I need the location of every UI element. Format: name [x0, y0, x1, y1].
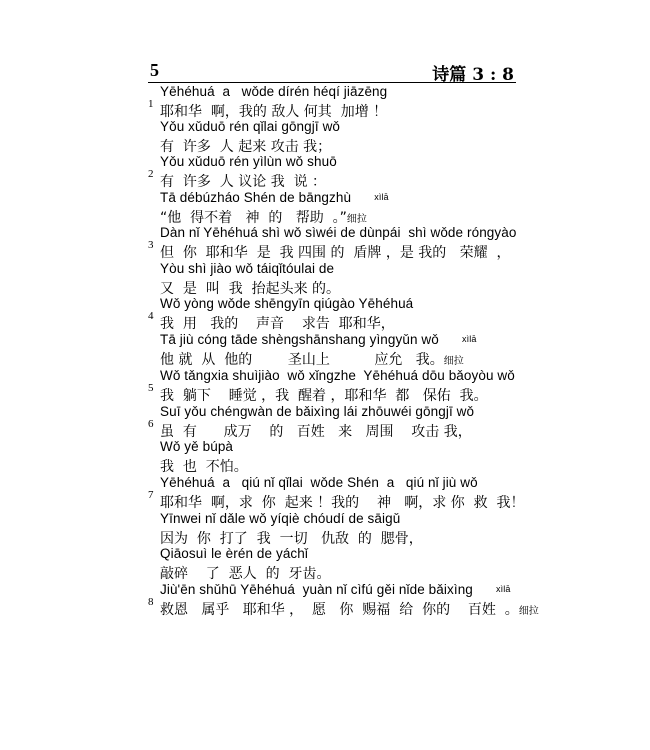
pinyin-text: Yǒu xǔduō rén qǐlai gōngjī wǒ: [160, 119, 341, 134]
hanzi-text: 敲碎 了 恶人 的 牙齿。: [160, 566, 331, 582]
pinyin-line: [160, 119, 340, 134]
hanzi-text: 耶和华 啊，求 你 起来 ！我的 神 啊，求 你 救 我！: [160, 495, 525, 511]
pinyin-text: Yīnwei nǐ dǎle wǒ yíqiè chóudí de sāigǔ: [160, 511, 401, 526]
verse-number: 7: [148, 489, 154, 501]
pinyin-text: Qiāosuì le èrén de yáchǐ: [160, 546, 308, 561]
pinyin-text: Yòu shì jiào wǒ táiqǐtóulai de: [160, 261, 335, 276]
pinyin-line: [160, 154, 337, 169]
sela-hanzi: 细拉: [346, 214, 367, 225]
hanzi-line: [160, 492, 525, 512]
verse-line: [148, 439, 528, 474]
hanzi-text: 虽 有 成万 的 百姓 来 周围 攻击 我，: [160, 424, 472, 440]
pinyin-line: [160, 332, 476, 347]
verse-number: 4: [148, 310, 154, 322]
pinyin-text: Dàn nǐ Yēhéhuá shì wǒ sìwéi de dùnpái shì wǒde róngyào: [160, 225, 517, 240]
verse-line: [148, 475, 528, 510]
hanzi-line: [160, 136, 331, 156]
pinyin-text: Yēhéhuá a qiú nǐ qǐlai wǒde Shén a qiú nǐ jiù wǒ: [160, 475, 478, 490]
hanzi-line: [160, 385, 488, 405]
pinyin-line: [160, 582, 510, 597]
verse-number: 1: [148, 98, 154, 110]
pinyin-line: [160, 225, 517, 240]
pinyin-line: [160, 475, 478, 490]
hanzi-line: [160, 599, 539, 619]
pinyin-text: Jiù'ēn shǔhū Yēhéhuá yuàn nǐ cìfú gěi nǐde bǎixìng: [160, 582, 473, 597]
page-title: 诗篇 3 : 8: [432, 65, 514, 85]
sela-pinyin: xìlā: [374, 192, 389, 202]
pinyin-text: Wǒ yě búpà: [160, 439, 234, 454]
pinyin-line: [160, 368, 515, 383]
verse-number: 3: [148, 239, 154, 251]
verse-number: 6: [148, 418, 154, 430]
hanzi-text: 救恩 属乎 耶和华 ， 愿 你 赐福 给 你的 百姓 。: [160, 602, 519, 618]
pinyin-line: [160, 439, 233, 454]
verse-number: 5: [148, 382, 154, 394]
pinyin-text: Wǒ tǎngxia shuìjiào wǒ xǐngzhe Yēhéhuá dōu bǎoyòu wǒ: [160, 368, 515, 383]
hanzi-line: [160, 563, 331, 583]
pinyin-line: [160, 84, 387, 99]
hanzi-line: [160, 421, 472, 441]
hanzi-text: 又 是 叫 我 抬起头来 的。: [160, 281, 341, 297]
verse-line: [148, 119, 528, 154]
pinyin-text: Wǒ yòng wǒde shēngyīn qiúgào Yēhéhuá: [160, 296, 414, 311]
verse-line: [148, 84, 528, 119]
pinyin-text: Tā jiù cóng tāde shèngshānshang yìngyǔn wǒ: [160, 332, 439, 347]
hanzi-line: [160, 278, 340, 298]
pinyin-line: [160, 511, 400, 526]
hanzi-text: 耶和华 啊，我的 敌人 何其 加增 ！: [160, 104, 388, 120]
pinyin-line: [160, 404, 474, 419]
hanzi-line: [160, 207, 367, 227]
hanzi-text: 他 就 从 他的 圣山上 应允 我。: [160, 352, 444, 368]
verse-line: [148, 546, 528, 581]
sela-hanzi: 细拉: [518, 606, 539, 617]
hanzi-line: [160, 242, 511, 262]
chapter-number: 5: [150, 60, 159, 80]
pinyin-line: [160, 261, 334, 276]
sela-pinyin: xìlā: [496, 584, 511, 594]
pinyin-line: [160, 190, 389, 205]
hanzi-line: [160, 456, 248, 476]
sela-pinyin: xìlā: [462, 334, 477, 344]
verse-line: [148, 154, 528, 189]
hanzi-text: 但 你 耶和华 是 我 四围 的 盾牌 ，是 我的 荣耀 ，: [160, 245, 511, 261]
pinyin-text: Yēhéhuá a wǒde dírén héqí jiāzēng: [160, 84, 388, 99]
hanzi-line: [160, 349, 464, 369]
verse-number: 2: [148, 168, 154, 180]
verse-line: [148, 368, 528, 403]
verse-line: [148, 261, 528, 296]
header-divider: [148, 82, 516, 83]
verse-line: [148, 582, 539, 618]
verse-line: [148, 190, 528, 225]
pinyin-line: [160, 546, 308, 561]
hanzi-text: 因为 你 打了 我 一切 仇敌 的 腮骨，: [160, 531, 423, 547]
pinyin-text: Suī yǒu chéngwàn de bǎixìng lái zhōuwéi gōngjī wǒ: [160, 404, 475, 419]
hanzi-line: [160, 101, 387, 121]
pinyin-text: Tā débúzháo Shén de bāngzhù: [160, 190, 352, 205]
verse-line: [148, 511, 528, 546]
verse-number: 8: [148, 596, 154, 608]
verse-line: [148, 332, 528, 367]
hanzi-text: 有 许多 人 起来 攻击 我；: [160, 139, 332, 155]
pinyin-text: Yǒu xǔduō rén yìlùn wǒ shuō: [160, 154, 337, 169]
pinyin-line: [160, 296, 413, 311]
hanzi-text: “他 得不着 神 的 帮助 。”: [160, 210, 347, 226]
hanzi-line: [160, 171, 326, 191]
sela-hanzi: 细拉: [443, 356, 464, 367]
verse-line: [148, 225, 528, 260]
verse-line: [148, 404, 528, 439]
hanzi-line: [160, 313, 395, 333]
hanzi-line: [160, 528, 423, 548]
hanzi-text: 我 用 我的 声音 求告 耶和华，: [160, 316, 395, 332]
verse-line: [148, 296, 528, 331]
hanzi-text: 有 许多 人 议论 我 说 ：: [160, 174, 327, 190]
hanzi-text: 我 也 不怕。: [160, 459, 248, 475]
hanzi-text: 我 躺下 睡觉 ，我 醒着 ，耶和华 都 保佑 我。: [160, 388, 488, 404]
